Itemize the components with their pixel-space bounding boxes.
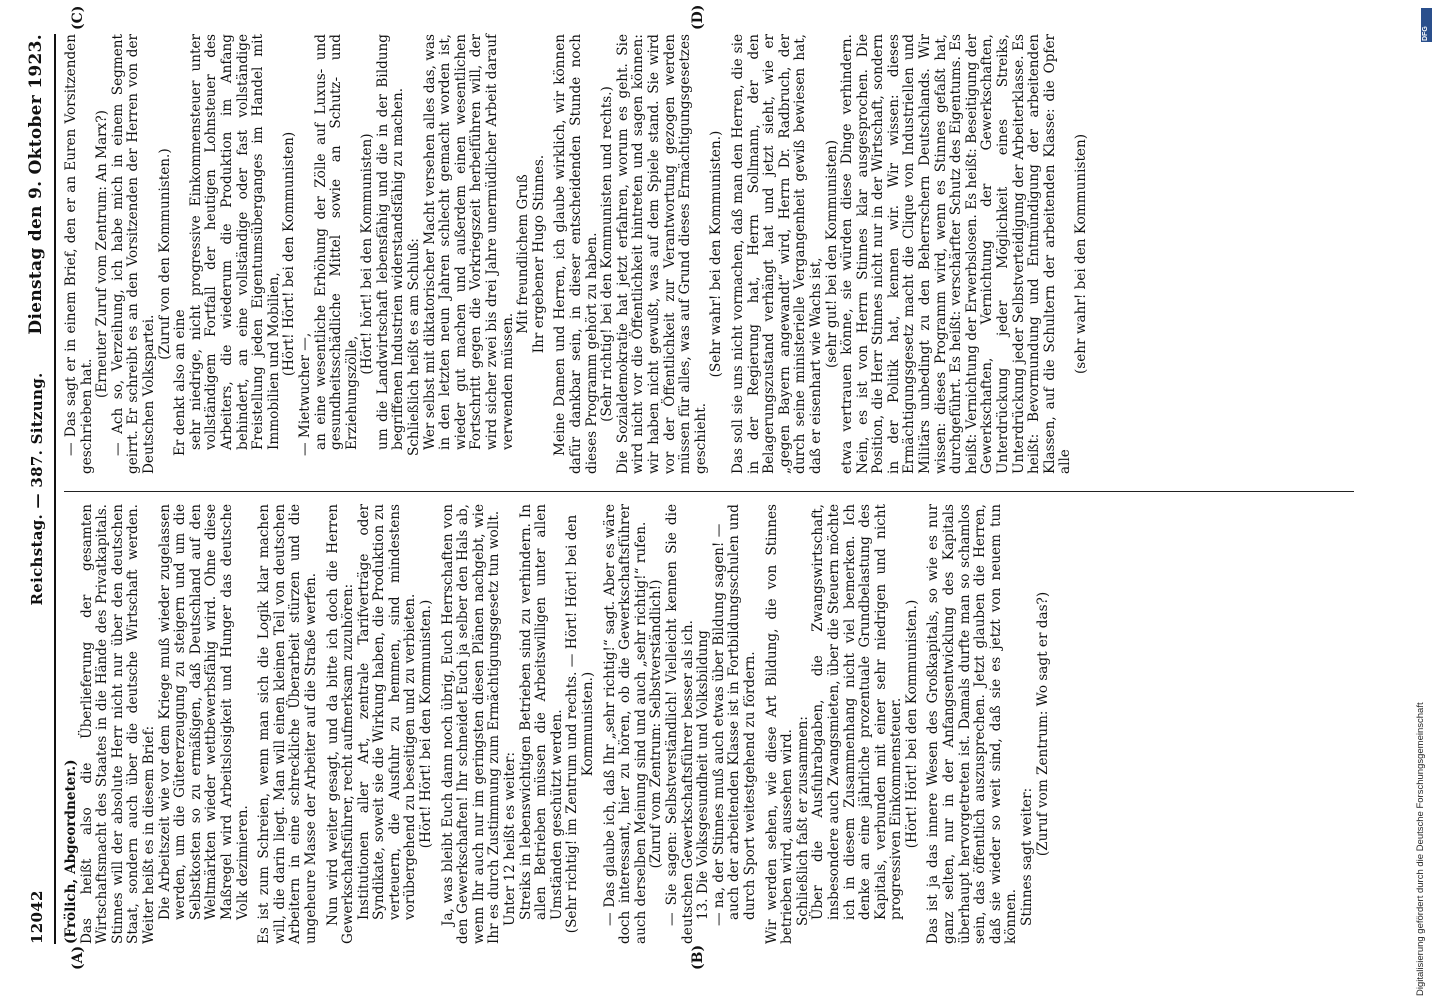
paragraph: Die Sozialdemokratie hat jetzt erfahren, worum es geht. Sie wird nicht vor die Öffentlichkeit hintreten und sagen können: wir haben nicht gewußt, was auf dem Spiele stand. Sie wird vor der Öffentlichkeit zur Verantwortung gezogen werden müssen für alles, was auf Grund dieses Ermächtigungsgesetzes geschieht. (614, 34, 709, 474)
digitization-note (1395, 0, 1434, 1000)
paragraph: (Hört! Hört! bei den Kommunisten.) (903, 599, 920, 849)
right-text-column (64, 34, 1090, 474)
margin-mark-d: (D) (690, 4, 706, 30)
paragraph: Schließlich faßt er zusammen: (794, 716, 811, 926)
paragraph: Über die Ausfuhrabgaben, die Zwangswirtschaft, insbesondere auch Zwangsmieten, über die Steuern möchte ich in diesem Zusammenhang nicht viel bemerken. Ich denke an eine jährliche prozentuale Grundbelastung des Kapitals, verbunden mit einer sehr niedrigen und nicht progressiven Einkommensteuer. (810, 504, 905, 920)
paragraph: Die Arbeitszeit wie vor dem Kriege muß wieder zugelassen werden, um die Gütererzeugung zu steigern und um die Selbstkosten so zu ermäßigen, daß Deutschland auf den Weltmärkten wieder wettbewerbsfähig wird. Ohne diese Maßregel wird Arbeitslosigkeit und Hunger das deutsche Volk dezimieren. (156, 504, 251, 920)
paragraph: (Zuruf von den Kommunisten.) (156, 148, 173, 360)
digitization-note-text: Digitalisierung gefördert durch die Deutsche Forschungsgemeinschaft (1415, 702, 1426, 996)
paragraph: (Zuruf vom Zentrum: Selbstverständlich!) (648, 579, 665, 869)
margin-mark-b: (B) (690, 944, 706, 970)
paragraph: 13. Die Volksgesundheit und Volksbildung (695, 630, 712, 920)
paragraph: Er denkt also an eine (172, 309, 189, 456)
session-title: Reichstag. — 387. Sitzung. (28, 372, 46, 606)
paragraph: Das heißt also die Überlieferung der gesamten Wirtschaftsmacht des Staates in die Hände des Privatkapitals. Stinnes will der absolute Herr nicht nur über den deutschen Staat, sondern auch über die deutsche Wirtschaft werden. Weiter heißt es in diesem Brief: (78, 504, 157, 944)
dfg-logo (1421, 8, 1432, 42)
paragraph: (Hört! hört! bei den Kommunisten) (359, 133, 376, 375)
paragraph: Es ist zum Schreien, wenn man sich die Logik klar machen will, die darin liegt. Man will einen kleinen Teil von deutschen Arbeitern in eine schreckliche Überarbeit stürzen und die ungeheure Masse der Arbeiter auf die Straße werfen. (256, 504, 319, 944)
paragraph: (Erneuter Zuruf vom Zentrum: An Marx?) (94, 110, 111, 398)
paragraph: (Hört! Hört! bei den Kommunisten) (281, 131, 298, 377)
paragraph: Wer selbst mit diktatorischer Macht versehen alles das, was in den letzten neun Jahren schlecht gemacht worden ist, wieder gut machen und außerdem einen wesentlichen Fortschritt gegen die Vorkriegszeit herbeiführen will, der wird sicher zwei bis drei Jahre unermüdlicher Arbeit darauf verwenden müssen. (421, 34, 516, 450)
left-text-column (64, 504, 1051, 944)
paragraph: Stinnes sagt weiter: (1019, 787, 1036, 926)
paragraph: (Frölich, Abgeordneter.) (63, 759, 79, 944)
dfg-logo-text: DFG (1422, 26, 1429, 41)
margin-mark-a: (A) (70, 945, 86, 970)
paragraph: Ja, was bleibt Euch dann noch übrig, Euch Herrschaften von den Gewerkschaften! Ihr schneidet Euch ja selber den Hals ab, wenn Ihr auch nur im geringsten diesen Plänen nachgebt, wie Ihr es durch Zustimmung zum Ermächtigungsgesetz tun wollt. (439, 504, 503, 944)
paragraph: Wir werden sehen, wie diese Art Bildung, die von Stinnes betrieben wird, aussehen wird. (763, 504, 796, 944)
paragraph: Institutionen aller Art, zentrale Tarifverträge oder Syndikate, soweit sie die Wirkung haben, die Produktion zu verteuern, die Ausfuhr zu hemmen, sind mindestens vorübergehend zu beseitigen und zu verbieten. (355, 504, 419, 920)
paragraph: — Das glaube ich, daß Ihr „sehr richtig!“ sagt. Aber es wäre doch interessant, hier zu hören, ob die Gewerkschaftsführer auch derselben Meinung sind und auch „sehr richtig!“ rufen. (601, 504, 649, 944)
header-rule (54, 34, 56, 944)
paragraph: Nun wird weiter gesagt, und da bitte ich doch die Herren Gewerkschaftsführer, recht aufmerksam zuzuhören: (324, 504, 357, 944)
paragraph: Ihr ergebener Hugo Stinnes. (530, 154, 547, 354)
page-header (24, 34, 54, 944)
paragraph: (Hört! Hört! bei den Kommunisten.) (418, 599, 435, 849)
column-divider (64, 491, 1354, 492)
paragraph: Meine Damen und Herren, ich glaube wirklich, wir können dafür dankbar sein, in dieser entscheidenden Stunde noch dieses Programm gehört zu haben. (552, 34, 600, 474)
paragraph: auch der arbeitenden Klasse ist in Fortbildungsschulen und durch Sport weitestgehend zu fördern. (726, 504, 758, 920)
paragraph: etwa vertrauen könne, sie würden diese Dinge verhindern. Nein, es ist von Herrn Stinnes klar ausgesprochen. Die Position, die Herr Stinnes nicht nur in der Wirtschaft, sondern in der Politik hat, kennen wir. Wir wissen: dieses Ermächtigungsgesetz macht die Clique von Industriellen und Militärs unbedingt zu den Beherrschern Deutschlands. Wir wissen: dieses Programm wird, wenn es Stinnes gefaßt hat, durchgeführt. Es heißt: verschärfter Schutz des Eigentums. Es heißt: Vernichtung der Erwerbslosen. Es heißt: Beseitigung der Gewerkschaften, Vernichtung der Gewerkschaften, Unterdrückung jeder Möglichkeit eines Streiks, Unterdrückung jeder Selbstverteidigung der Arbeiterklasse. Es heißt: Bevormundung und Entmündigung der arbeitenden Klassen, auf die Schultern der arbeitenden Klasse: die Opfer alle (839, 34, 1074, 474)
paragraph: — Ach so, Verzeihung, ich habe mich in einem Segment geirrt. Er schreibt es an den Vorsitzenden der Herren von der Deutschen Volkspartei. (109, 34, 157, 474)
paragraph: (sehr gut! bei den Kommunisten) (823, 140, 840, 368)
paragraph: Mit freundlichem Gruß (515, 174, 532, 334)
page-number: 12042 (28, 890, 46, 944)
paragraph: Streiks in lebenswichtigen Betrieben sind zu verhindern. In allen Betrieben müssen die Arbeitswilligen unter allen Umständen geschützt werden. (517, 504, 565, 920)
paragraph: Unter 12 heißt es weiter: (502, 751, 519, 926)
paragraph: — na, der Stinnes muß auch etwas über Bildung sagen! — (710, 523, 727, 926)
paragraph: (Sehr richtig! im Zentrum und rechts. — Hört! Hört! bei den Kommunisten.) (564, 514, 596, 934)
paragraph: — Das sagt er in einem Brief, den er an Euren Vorsitzenden geschrieben hat. (63, 34, 95, 474)
paragraph: um die Landwirtschaft lebensfähig und die in der Bildung begriffenen Industrien widerstandsfähig zu machen. (374, 34, 407, 450)
paragraph: — Sie sagen: Selbstverständlich! Vielleicht kennen Sie die deutschen Gewerkschaftsführer besser als ich. (663, 504, 696, 944)
margin-mark-c: (C) (70, 5, 86, 30)
session-date: Dienstag den 9. Oktober 1923. (26, 34, 46, 335)
paragraph: (Sehr richtig! bei den Kommunisten und rechts.) (599, 86, 616, 422)
paragraph: sehr niedrige, nicht progressive Einkommensteuer unter vollständigem Fortfall der heutigen Lohnsteuer des Arbeiters, die wiederum die Produktion im Anfang behindert, an eine vollständige oder fast vollständige Freistellung jeden Eigentumsüberganges im Handel mit Immobilien und Mobilien, (187, 34, 282, 450)
paragraph: Das soll sie uns nicht vormachen, daß man den Herren, die sie in der Regierung hat, Herrn Sollmann, der den Belagerungszustand verhängt hat und jetzt sieht, wie er „gegen Bayern angewandt“ wird, Herrn Dr. Radbruch, der durch seine ministerielle Vergangenheit gewiß bewiesen hat, daß er eisenhart wie Wachs ist, (729, 34, 824, 474)
paragraph: (Zuruf vom Zentrum: Wo sagt er das?) (1034, 591, 1051, 857)
paragraph: — Mietwucher —, (296, 332, 313, 456)
paragraph: Schließlich heißt es am Schluß: (406, 238, 423, 456)
paragraph: an eine wesentliche Erhöhung der Zölle auf Luxus- und gesundheitsschädliche Mittel sowie an Schutz- und Erziehungszölle, (312, 34, 360, 450)
paragraph: (Sehr wahr! bei den Kommunisten.) (708, 130, 725, 378)
paragraph: Das ist ja das innere Wesen des Großkapitals, so wie es nur ganz selten, nur in der Anfangsentwicklung des Kapitals überhaupt hervorgetreten ist. Damals durfte man so schamlos sein, das öffentlich auszusprechen. Jetzt glauben die Herren, daß sie wieder so weit sind, daß sie es jetzt von neuem tun können. (925, 504, 1020, 944)
paragraph: (sehr wahr! bei den Kommunisten) (1073, 133, 1089, 375)
